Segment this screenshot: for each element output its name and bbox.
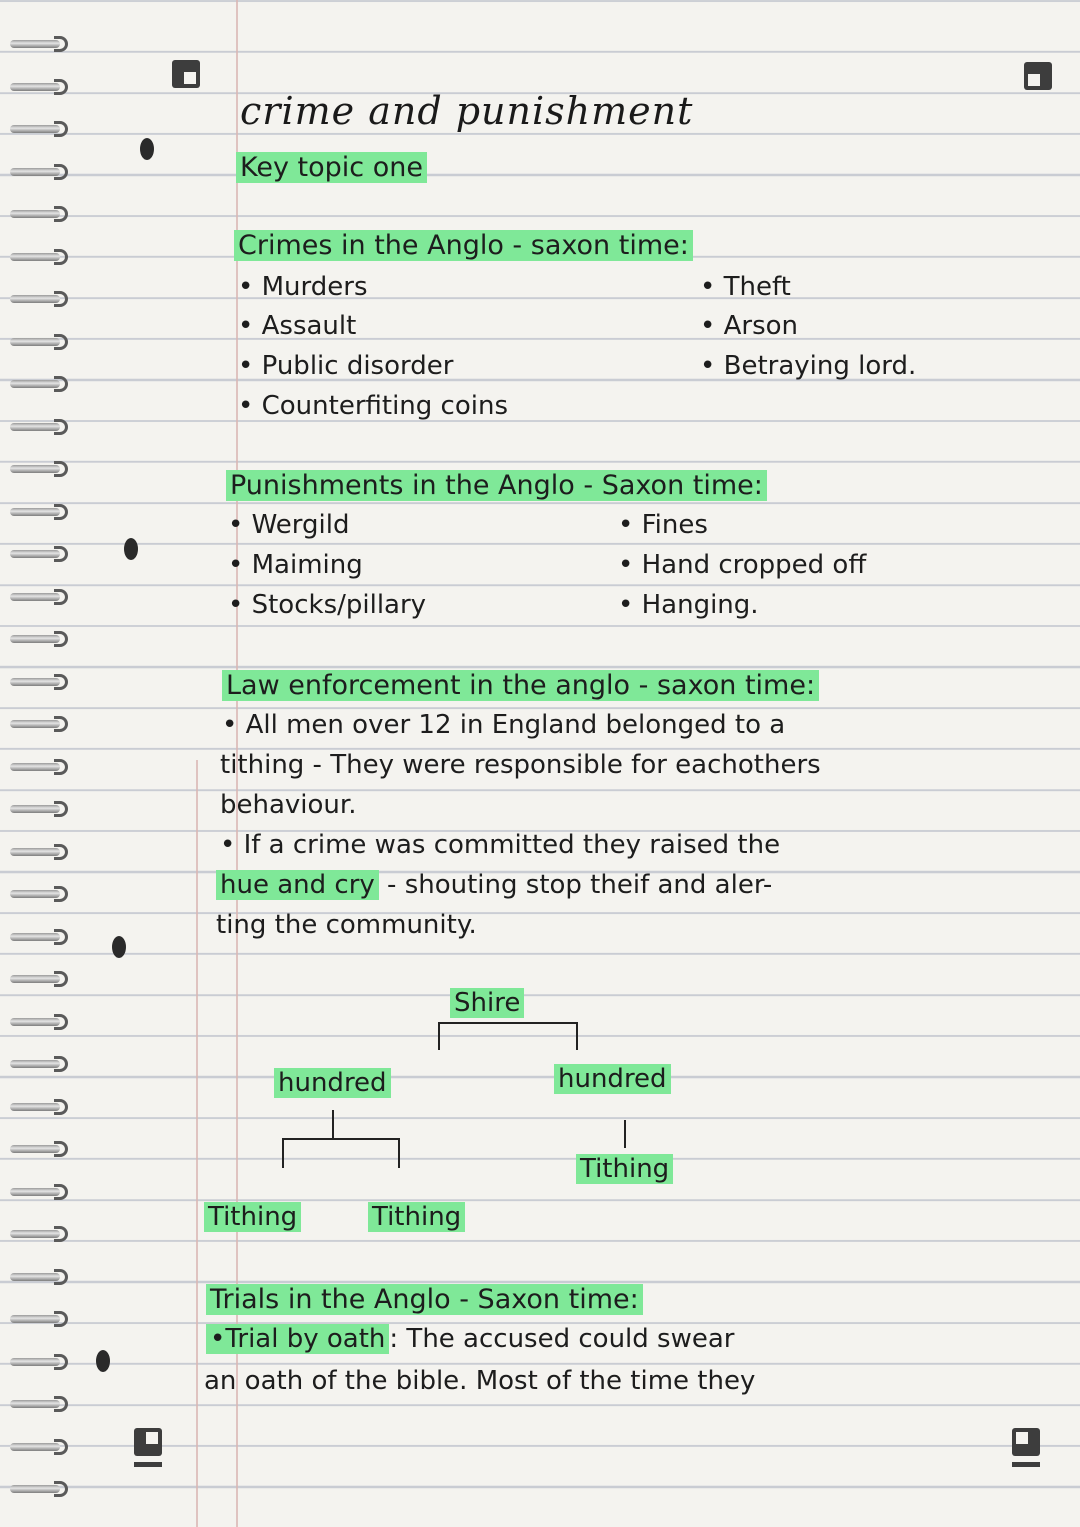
spiral-coil xyxy=(10,419,68,435)
tree-tithing: Tithing xyxy=(368,1202,465,1232)
spiral-coil xyxy=(10,36,68,52)
corner-mark-icon xyxy=(134,1428,162,1456)
margin-line-lower xyxy=(196,760,198,1527)
spiral-coil xyxy=(10,844,68,860)
punishment-item: • Wergild xyxy=(228,510,350,540)
corner-mark-icon xyxy=(172,60,200,88)
tree-hundred: hundred xyxy=(554,1064,671,1094)
spiral-coil xyxy=(10,1269,68,1285)
spiral-coil xyxy=(10,1014,68,1030)
spiral-coil xyxy=(10,1141,68,1157)
law-heading: Law enforcement in the anglo - saxon time: xyxy=(222,670,819,701)
punch-hole xyxy=(96,1350,110,1372)
spiral-coil xyxy=(10,206,68,222)
law-line: ting the community. xyxy=(216,910,477,940)
spiral-coil xyxy=(10,929,68,945)
spiral-coil xyxy=(10,1099,68,1115)
punishment-item: • Fines xyxy=(618,510,708,540)
crime-item: • Public disorder xyxy=(238,351,454,381)
spiral-coil xyxy=(10,716,68,732)
spiral-coil xyxy=(10,589,68,605)
tree-tithing: Tithing xyxy=(576,1154,673,1184)
tree-connector xyxy=(438,1022,440,1050)
spiral-coil xyxy=(10,801,68,817)
corner-bar xyxy=(1012,1462,1040,1467)
law-line: • All men over 12 in England belonged to a xyxy=(222,710,786,740)
crime-item: • Theft xyxy=(700,272,791,302)
spiral-coil xyxy=(10,249,68,265)
spiral-coil xyxy=(10,674,68,690)
spiral-coil xyxy=(10,1439,68,1455)
law-line: hue and cry - shouting stop theif and aler- xyxy=(216,872,772,898)
punishment-item: • Maiming xyxy=(228,550,363,580)
tree-connector xyxy=(282,1138,400,1140)
spiral-coil xyxy=(10,164,68,180)
punishment-item: • Stocks/pillary xyxy=(228,590,427,620)
punch-hole xyxy=(124,538,138,560)
spiral-coil xyxy=(10,334,68,350)
spiral-coil xyxy=(10,631,68,647)
spiral-coil xyxy=(10,1226,68,1242)
tree-connector xyxy=(332,1110,334,1138)
punishment-item: • Hanging. xyxy=(618,590,759,620)
spiral-coil xyxy=(10,121,68,137)
page-title: crime and punishment xyxy=(240,89,694,133)
corner-mark-icon xyxy=(1012,1428,1040,1456)
spiral-coil xyxy=(10,291,68,307)
spiral-coil xyxy=(10,971,68,987)
spiral-coil xyxy=(10,759,68,775)
spiral-coil xyxy=(10,1354,68,1370)
law-line: behaviour. xyxy=(220,790,357,820)
spiral-coil xyxy=(10,546,68,562)
trials-heading: Trials in the Anglo - Saxon time: xyxy=(206,1284,643,1315)
law-line: tithing - They were responsible for eachothers xyxy=(220,750,821,780)
spiral-coil xyxy=(10,504,68,520)
tree-connector xyxy=(438,1022,578,1024)
spiral-coil xyxy=(10,461,68,477)
punch-hole xyxy=(112,936,126,958)
spiral-coil xyxy=(10,79,68,95)
corner-bar xyxy=(134,1462,162,1467)
tree-connector xyxy=(624,1120,626,1148)
tree-connector xyxy=(398,1138,400,1168)
spiral-coil xyxy=(10,1396,68,1412)
spiral-coil xyxy=(10,1481,68,1497)
hue-and-cry-term: hue and cry xyxy=(216,870,379,900)
tree-hundred: hundred xyxy=(274,1068,391,1098)
crime-item: • Arson xyxy=(700,311,799,341)
punch-hole xyxy=(140,138,154,160)
tree-tithing: Tithing xyxy=(204,1202,301,1232)
punishment-item: • Hand cropped off xyxy=(618,550,867,580)
spiral-coil xyxy=(10,1311,68,1327)
law-line: • If a crime was committed they raised the xyxy=(220,830,781,860)
trials-line: •Trial by oath : The accused could swear xyxy=(206,1326,734,1352)
crimes-heading: Crimes in the Anglo - saxon time: xyxy=(234,230,693,261)
spiral-coil xyxy=(10,376,68,392)
spiral-coil xyxy=(10,886,68,902)
spiral-coil xyxy=(10,1184,68,1200)
subtitle: Key topic one xyxy=(236,152,427,183)
punishments-heading: Punishments in the Anglo - Saxon time: xyxy=(226,470,767,501)
crime-item: • Assault xyxy=(238,311,357,341)
spiral-coil xyxy=(10,1056,68,1072)
corner-mark-icon xyxy=(1024,62,1052,90)
tree-shire: Shire xyxy=(450,988,524,1018)
trial-by-oath-term: •Trial by oath xyxy=(206,1324,389,1354)
tree-connector xyxy=(576,1022,578,1050)
trials-line: an oath of the bible. Most of the time they xyxy=(204,1366,756,1396)
crime-item: • Betraying lord. xyxy=(700,351,917,381)
spiral-binding xyxy=(0,0,80,1527)
crime-item: • Counterfiting coins xyxy=(238,391,508,421)
crime-item: • Murders xyxy=(238,272,368,302)
tree-connector xyxy=(282,1138,284,1168)
